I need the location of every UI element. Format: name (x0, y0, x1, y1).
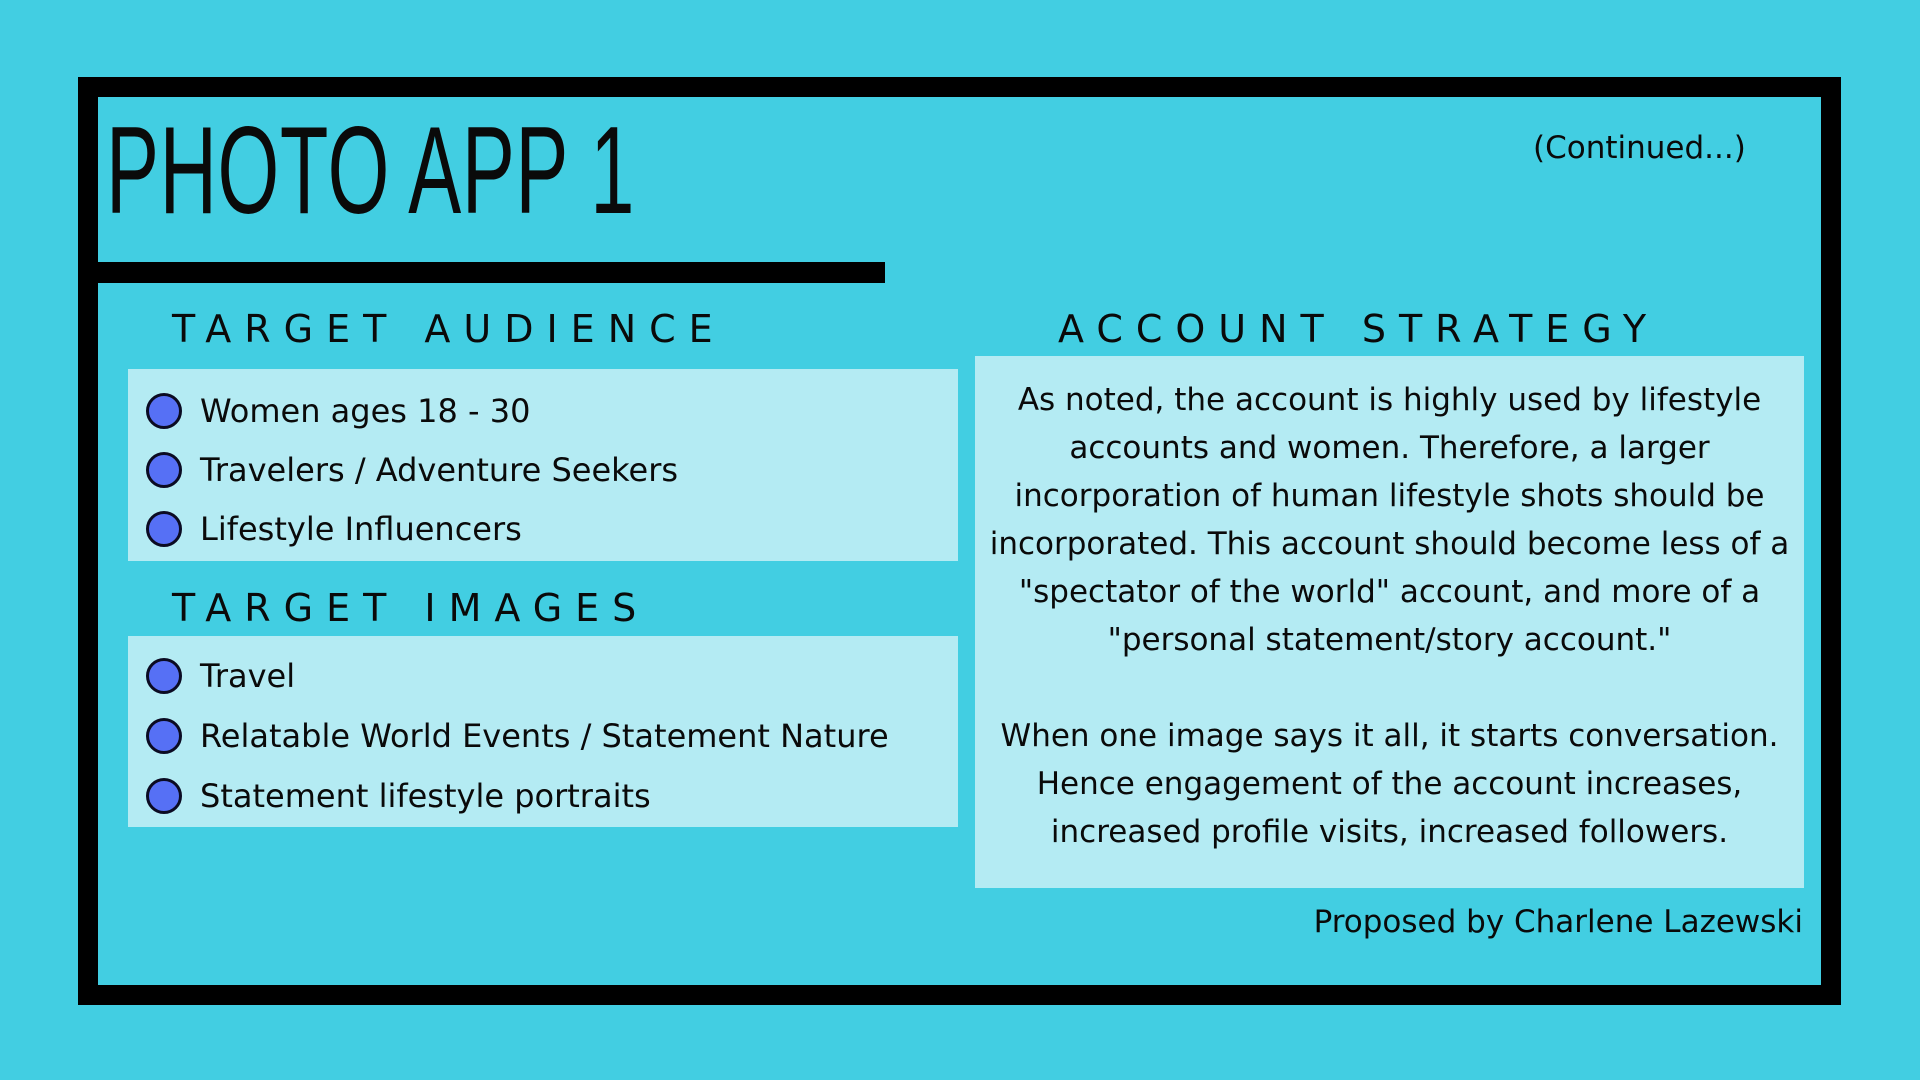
continued-note: (Continued...) (1533, 130, 1746, 166)
list-item (146, 381, 678, 440)
account-strategy-text (975, 376, 1804, 856)
target-images-list (146, 646, 889, 826)
account-strategy-heading: ACCOUNT STRATEGY (1058, 307, 1660, 351)
title-underline (78, 262, 885, 283)
list-item (146, 499, 678, 558)
target-audience-heading: TARGET AUDIENCE (172, 307, 726, 351)
list-item (146, 766, 889, 826)
strategy-paragraph-2: When one image says it all, it starts conversation. Hence engagement of the account increases, increased profile visits, increased followers. (1000, 718, 1779, 850)
list-item-label: Lifestyle Influencers (200, 509, 522, 548)
list-item (146, 706, 889, 766)
strategy-paragraph-1: As noted, the account is highly used by lifestyle accounts and women. Therefore, a larger incorporation of human lifestyle shots should be incorporated. This account should become less of a "spectator of the world" account, and more of a "personal statement/story account." (989, 382, 1790, 658)
bullet-icon (146, 393, 182, 429)
list-item (146, 646, 889, 706)
bullet-icon (146, 778, 182, 814)
target-audience-panel (128, 369, 958, 561)
account-strategy-panel (975, 356, 1804, 888)
target-audience-list (146, 381, 678, 558)
target-images-panel (128, 636, 958, 827)
list-item-label: Relatable World Events / Statement Nature (200, 717, 889, 755)
list-item-label: Statement lifestyle portraits (200, 777, 651, 815)
bullet-icon (146, 718, 182, 754)
list-item-label: Travel (200, 657, 296, 695)
list-item-label: Travelers / Adventure Seekers (200, 450, 679, 489)
slide-title: PHOTO APP 1 (106, 102, 636, 240)
bullet-icon (146, 658, 182, 694)
author-credit: Proposed by Charlene Lazewski (1313, 904, 1803, 940)
bullet-icon (146, 511, 182, 547)
bullet-icon (146, 452, 182, 488)
target-images-heading: TARGET IMAGES (172, 586, 650, 630)
list-item-label: Women ages 18 - 30 (200, 391, 531, 430)
list-item (146, 440, 678, 499)
